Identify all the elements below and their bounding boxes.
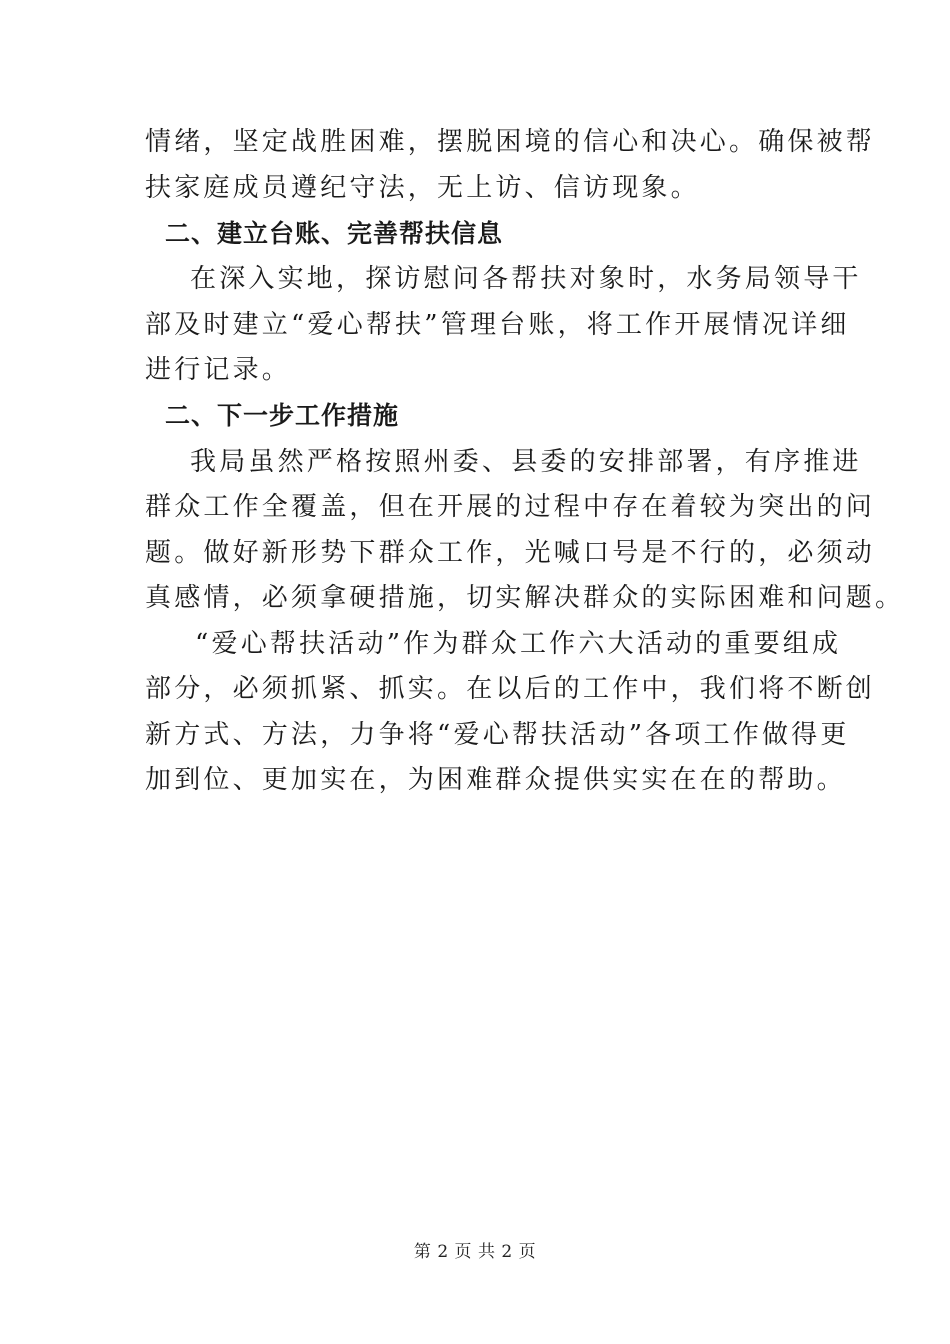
body-line-4: 部及时建立“爱心帮扶”管理台账，将工作开展情况详细 (145, 310, 850, 340)
body-line-7: 群众工作全覆盖，但在开展的过程中存在着较为突出的问 (145, 492, 876, 522)
page-footer: 第 2 页 共 2 页 (413, 1242, 537, 1262)
body-line-6: 我局虽然严格按照州委、县委的安排部署，有序推进 (190, 447, 862, 477)
body-line-13: 加到位、更加实在，为困难群众提供实实在在的帮助。 (145, 765, 846, 795)
body-line-12: 新方式、方法，力争将“爱心帮扶活动”各项工作做得更 (145, 720, 850, 750)
body-line-3: 在深入实地，探访慰问各帮扶对象时，水务局领导干 (190, 264, 862, 294)
body-line-5: 进行记录。 (145, 355, 292, 385)
body-line-1: 情绪，坚定战胜困难，摆脱困境的信心和决心。确保被帮 (145, 127, 876, 157)
section-heading-ledger: 二、建立台账、完善帮扶信息 (165, 219, 504, 248)
body-line-10: “爱心帮扶活动”作为群众工作六大活动的重要组成 (195, 629, 842, 659)
body-line-2: 扶家庭成员遵纪守法，无上访、信访现象。 (145, 173, 700, 203)
body-line-11: 部分，必须抓紧、抓实。在以后的工作中，我们将不断创 (145, 674, 876, 704)
body-line-8: 题。做好新形势下群众工作，光喊口号是不行的，必须动 (145, 538, 876, 568)
body-line-9: 真感情，必须拿硬措施，切实解决群众的实际困难和问题。 (145, 583, 905, 613)
section-heading-next-steps: 二、下一步工作措施 (165, 401, 400, 430)
